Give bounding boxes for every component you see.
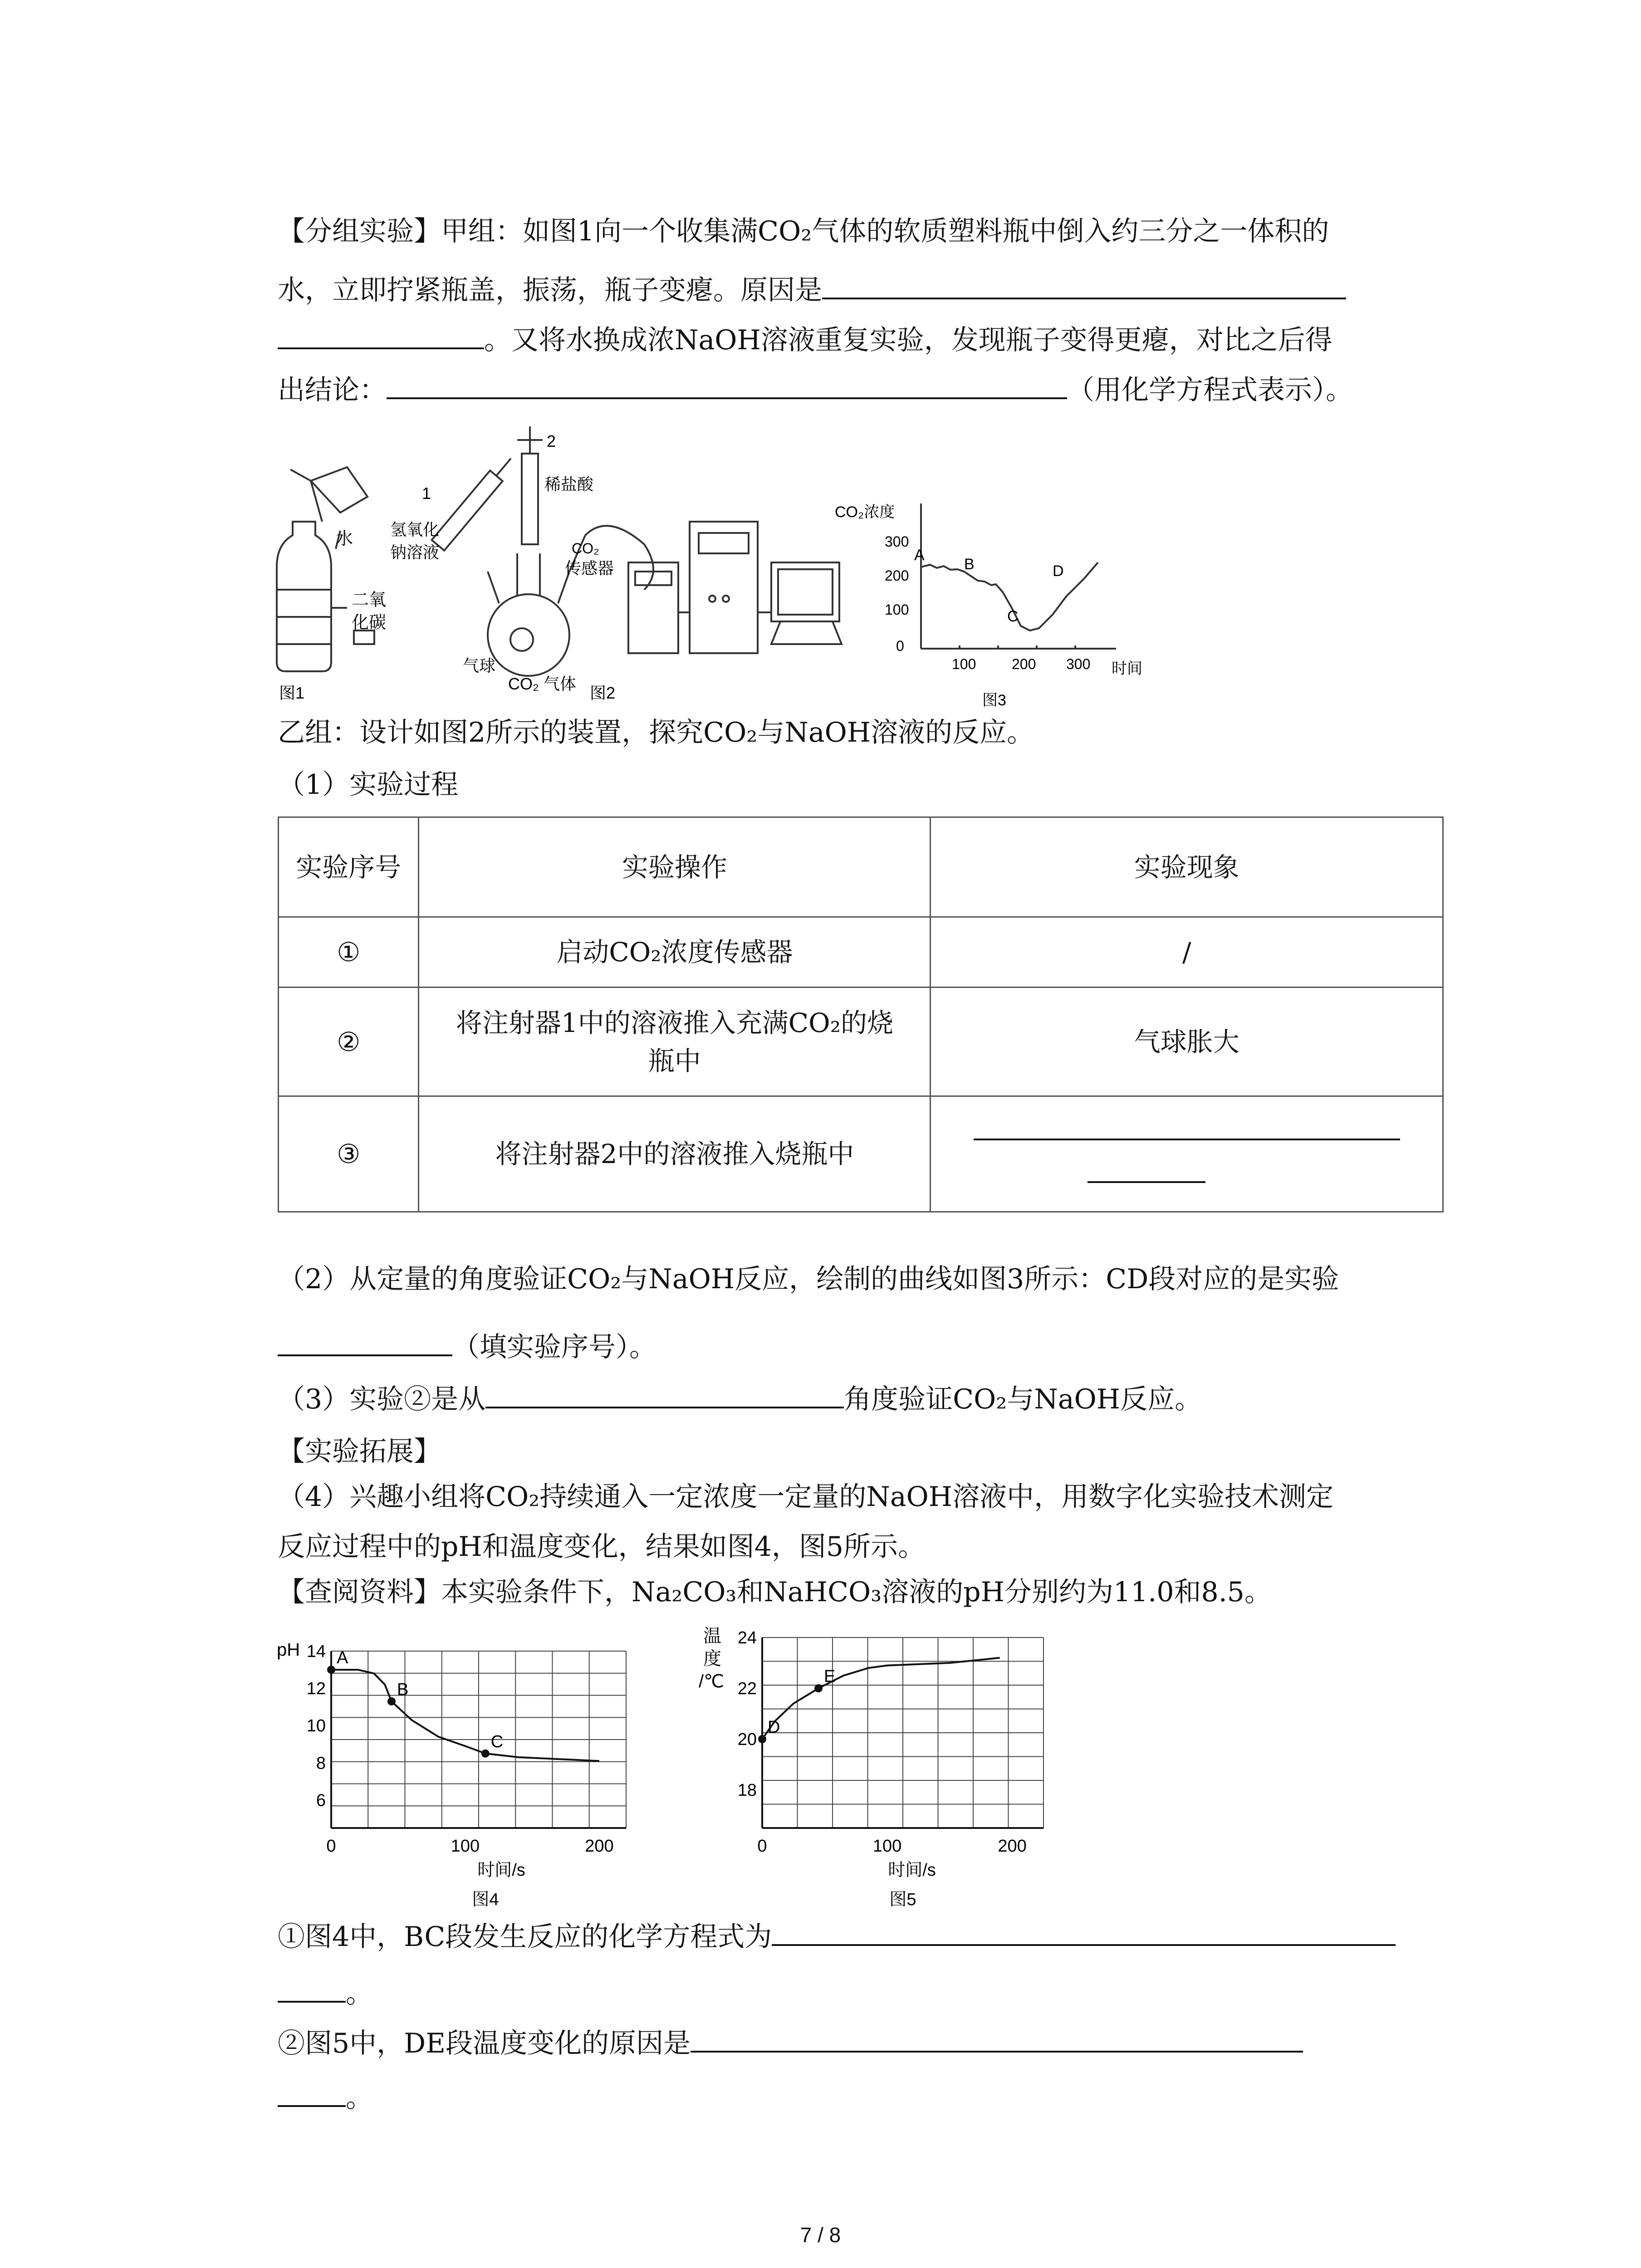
fig3-point-b: B [964,556,975,573]
reference-line: 【查阅资料】本实验条件下，Na₂CO₃和NaHCO₃溶液的pH分别约为11.0和8.5。 [278,1576,1272,1608]
group-b-line: 乙组：设计如图2所示的装置，探究CO₂与NaOH溶液的反应。 [278,717,1034,748]
y-tick-label: 24 [737,1628,757,1647]
q4-line2: 反应过程中的pH和温度变化，结果如图4，图5所示。 [278,1531,926,1563]
row3-phenomenon [931,1096,1443,1212]
para1-line4-text: 出结论： [278,374,387,406]
fig3-point-a: A [914,547,925,564]
q4-2-line2 [278,2080,373,2116]
fig2-sensor-label-1: CO₂ [572,540,599,557]
q4-1-line [278,1919,1396,1955]
para1-line2-text: 水，立即拧紧瓶盖，振荡，瓶子变瘪。原因是 [278,274,822,306]
table-header-row [279,817,1443,917]
fig2-injector-1-label: 1 [422,484,431,503]
figure-5-chart [694,1615,1075,1910]
row2-operation: 将注射器1中的溶液推入充满CO₂的烧瓶中 [419,987,931,1096]
fig2-balloon-label: 气球 [463,656,496,675]
figure-3 [812,494,1166,712]
q4-2-tail: 。 [346,2082,373,2114]
q2-line2-text: （填实验序号）。 [452,1331,656,1363]
y-axis-label-1: 温 [703,1626,721,1646]
fig3-x-tick-200: 200 [1012,656,1036,672]
y-tick-label: 10 [306,1716,326,1736]
row2-phenomenon: 气球胀大 [931,987,1443,1096]
y-axis-label: pH [277,1640,300,1660]
th-phenomenon: 实验现象 [931,817,1443,917]
y-tick-label: 12 [306,1679,326,1699]
answer-blank-de-reason[interactable] [691,2025,1303,2053]
interface-box-icon [690,522,758,653]
para1-line4-tail: （用化学方程式表示）。 [1067,374,1353,406]
q4-1-text: ①图4中，BC段发生反应的化学方程式为 [278,1921,772,1953]
answer-blank-equation[interactable] [387,372,1067,399]
q4-2-text: ②图5中，DE段温度变化的原因是 [278,2028,691,2059]
x-axis-label: 时间/s [477,1861,525,1880]
sub1-title: （1）实验过程 [278,769,459,801]
figure-4-caption: 图4 [472,1890,499,1909]
row3-operation: 将注射器2中的溶液推入烧瓶中 [419,1096,931,1212]
answer-blank-de-reason-cont[interactable] [278,2080,346,2107]
table-row [279,917,1443,987]
fig3-x-tick-300: 300 [1066,656,1091,672]
y-tick-label: 14 [306,1642,326,1661]
y-tick-label: 18 [737,1781,757,1800]
fig3-x-label: 时间 [1112,660,1142,677]
q4-1-line2 [278,1975,373,2012]
fig2-naoh-label-2: 钠溶液 [390,543,440,562]
para1-line3 [278,322,1332,358]
fig3-y-tick-200: 200 [885,567,909,584]
answer-blank-reason-cont[interactable] [278,322,484,349]
q3-text-b: 角度验证CO₂与NaOH反应。 [844,1383,1202,1415]
point-marker-b [387,1697,396,1706]
y-axis-label-2: 度 [703,1649,721,1669]
row1-operation: 启动CO₂浓度传感器 [419,917,931,987]
point-marker-c [481,1750,490,1758]
fig3-point-c: C [1007,608,1019,625]
point-marker-e [814,1684,823,1692]
th-no: 实验序号 [279,817,419,917]
x-axis-label: 时间/s [888,1861,936,1880]
fig1-caption: 图1 [279,684,305,702]
y-tick-label: 20 [737,1730,757,1749]
point-label-e: E [824,1667,836,1686]
figure-2 [390,422,844,708]
para1-line4 [278,372,1353,408]
balloon-icon [510,628,533,651]
fig1-co2-label-1: 二氧 [352,591,387,610]
fig3-y-label: CO₂浓度 [835,503,895,521]
x-tick-label: 0 [326,1837,336,1856]
y-tick-label: 8 [316,1754,326,1773]
fig1-co2-label-2: 化碳 [352,613,387,632]
point-label-d: D [768,1718,780,1737]
x-tick-label: 200 [585,1837,614,1856]
y-tick-label: 6 [316,1791,326,1810]
row1-phenomenon: / [931,917,1443,987]
fig3-y-tick-300: 300 [885,533,909,550]
answer-blank-bc-equation-cont[interactable] [278,1975,346,2003]
point-label-a: A [337,1648,348,1668]
answer-blank-reason[interactable] [822,272,1346,299]
fig3-caption: 图3 [982,692,1006,709]
fig3-x-tick-100: 100 [952,656,976,672]
q4-1-tail: 。 [346,1978,373,2009]
syringe-1-icon [432,453,517,551]
th-operation: 实验操作 [419,817,931,917]
flask-icon [488,594,569,676]
fig2-caption: 图2 [590,684,616,702]
y-tick-label: 22 [737,1679,757,1698]
fig3-y-tick-0: 0 [896,638,904,654]
page-number: 7 / 8 [800,2223,841,2247]
q4-2-line [278,2025,1303,2062]
point-label-c: C [490,1732,504,1751]
row3-no: ③ [279,1096,419,1212]
x-tick-label: 100 [872,1837,902,1856]
fig2-naoh-label-1: 氢氧化 [390,520,440,539]
fig2-hcl-label: 稀盐酸 [544,475,594,494]
ext-title: 【实验拓展】 [278,1436,441,1467]
fig3-point-d: D [1053,562,1064,580]
x-tick-label: 100 [451,1837,480,1856]
row2-no: ② [279,987,419,1096]
figure-5-caption: 图5 [889,1890,916,1909]
q2-line1: （2）从定量的角度验证CO₂与NaOH反应，绘制的曲线如图3所示：CD段对应的是实验 [278,1263,1339,1295]
y-axis-label-3: /℃ [699,1672,725,1691]
series-line [331,1670,599,1761]
q2-line2 [278,1329,656,1365]
point-label-b: B [397,1680,409,1699]
q3-line [278,1381,1202,1418]
figure-1 [272,454,408,708]
answer-blank-phenomenon[interactable] [974,1125,1400,1140]
fig1-water-label: 水 [336,529,353,548]
row1-no: ① [279,917,419,987]
answer-blank-angle[interactable] [485,1381,844,1408]
para1-line1: 【分组实验】甲组：如图1向一个收集满CO₂气体的软质塑料瓶中倒入约三分之一体积的 [278,215,1329,247]
x-tick-label: 200 [998,1837,1027,1856]
para1-line2 [278,272,1346,308]
bottle-icon [277,522,331,671]
para1-line3-text: 。又将水换成浓NaOH溶液重复实验，发现瓶子变得更瘪，对比之后得 [484,324,1332,356]
answer-blank-experiment-no[interactable] [278,1329,452,1356]
fig2-gas-label: CO₂ 气体 [508,675,576,693]
table-row [279,1096,1443,1212]
beaker-icon [311,467,367,513]
x-tick-label: 0 [757,1837,767,1856]
point-marker-a [327,1666,335,1674]
fig2-sensor-label-2: 传感器 [565,559,614,577]
q4-line1: （4）兴趣小组将CO₂持续通入一定浓度一定量的NaOH溶液中，用数字化实验技术测定 [278,1481,1334,1513]
answer-blank-phenomenon-cont[interactable] [1087,1168,1205,1183]
answer-blank-bc-equation[interactable] [772,1919,1396,1946]
experiment-table [278,816,1444,1212]
series-line [762,1658,1000,1739]
figure-4-chart [272,1628,681,1910]
fig3-y-tick-100: 100 [885,601,909,618]
syringe-2-icon [522,454,538,544]
q3-text-a: （3）实验②是从 [278,1383,486,1415]
table-row [279,987,1443,1096]
point-marker-d [758,1735,766,1743]
fig2-injector-2-label: 2 [547,432,556,450]
